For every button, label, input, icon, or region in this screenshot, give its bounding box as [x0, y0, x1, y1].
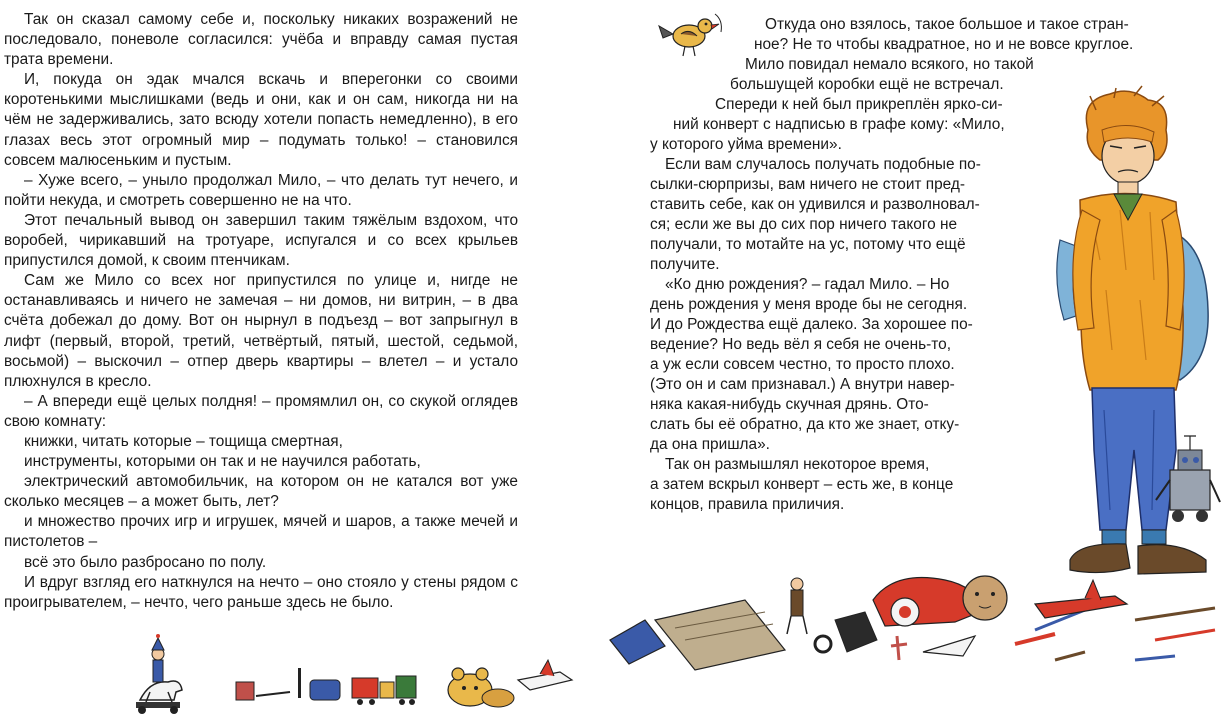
text-line: ведение? Но ведь вёл я себя не очень-то,: [650, 336, 951, 353]
paragraph: Этот печальный вывод он завершил таким тяжёлым вздохом, что воробей, чирикавший на тротуаре, испугался и со всех крыльев припустился домой, к своим птенчикам.: [4, 211, 518, 270]
toy-soldier-icon: [787, 578, 807, 634]
right-page: [615, 0, 1230, 728]
list-item: всё это было разбросано по полу.: [24, 553, 267, 571]
text-line: концов, правила приличия.: [650, 496, 845, 513]
toy-phone-icon: [310, 680, 340, 700]
text-line: день рождения у меня вроде бы не сегодня.: [650, 296, 968, 313]
paragraph: И, покуда он эдак мчался вскачь и вперегонки со своими коротенькими мыслишками (ведь и они, как и он сам, никогда ни на чём не задерживались, зато всюду хотели попасть немедленно), в его глазах весь этот огромный мир – подумать только! – становился совсем малюсеньким и пустым.: [4, 71, 518, 169]
doll-head-icon: [963, 576, 1007, 620]
left-text-column: [4, 10, 518, 613]
paper-plane-icon: [923, 636, 975, 656]
text-line: няка какая-нибудь скучная дрянь. Ото-: [650, 396, 929, 413]
text-line: получите.: [650, 256, 720, 273]
teddy-bear-icon: [448, 668, 514, 707]
paragraph: – Хуже всего, – уныло продолжал Мило, – что делать тут нечего, и пойти некуда, и смотреть совершенно не на что.: [4, 171, 518, 209]
text-line: (Это он и сам признавал.) А внутри навер-: [650, 376, 955, 393]
text-line: большущей коробки ещё не встречал.: [730, 76, 1004, 93]
text-line: Откуда оно взялось, такое большое и такое стран-: [765, 16, 1129, 33]
text-line: ставить себе, как он удивился и разволновал-: [650, 196, 980, 213]
toy-airplane-icon: [1035, 596, 1127, 618]
paragraph: Так он сказал самому себе и, поскольку никаких возражений не последовало, поневоле согласился: учёба и вправду самая пустая трата времени.: [4, 11, 518, 69]
scattered-toys-right: [615, 560, 1230, 720]
text-line: Мило повидал немало всякого, но такой: [745, 56, 1034, 73]
open-box-icon: [655, 600, 785, 670]
text-line: у которого уйма времени».: [650, 136, 842, 153]
text-line: да она пришла».: [650, 436, 770, 453]
list-item: книжки, читать которые – тощища смертная,: [24, 432, 343, 450]
list-item: электрический автомобильчик, на котором он не катался вот уже сколько месяцев – а может быть, лет?: [4, 473, 518, 511]
toy-block-icon: [835, 612, 877, 652]
toy-train-icon: [352, 676, 416, 705]
text-line: И до Рождества ещё далеко. За хорошее по-: [650, 316, 973, 333]
toy-book-icon: [610, 620, 665, 664]
text-line: а уж если совсем честно, то просто плохо.: [650, 356, 955, 373]
paragraph: – А впереди ещё целых полдня! – промямлил он, со скукой оглядев свою комнату:: [4, 392, 518, 430]
list-item: и множество прочих игр и игрушек, мячей и шаров, а также мечей и пистолетов –: [4, 513, 518, 551]
list-item: инструменты, которыми он так и не научился работать,: [24, 453, 421, 471]
text-line: «Ко дню рождения? – гадал Мило. – Но: [665, 276, 950, 293]
text-line: Так он размышлял некоторое время,: [665, 456, 930, 473]
toy-robot-icon: [1150, 430, 1225, 530]
text-line: получали, то мотайте на ус, потому что ещё: [650, 236, 966, 253]
scattered-toys-left: [0, 620, 615, 720]
text-line: ное? Не то чтобы квадратное, но и не вовсе круглое.: [754, 36, 1134, 53]
text-line: Если вам случалось получать подобные по-: [665, 156, 981, 173]
rocking-horse-icon: [136, 634, 182, 714]
paragraph: Сам же Мило со всех ног припустился по улице и, нигде не останавливаясь и ничего не замечая – ни домов, ни витрин, – в два счёта добежал до дому. Вот он нырнул в подъезд – вот запрыгнул в лифт (первый, второй, третий, четвёртый, пятый, шестой, седьмой, восьмой) – выскочил – отпер дверь квартиры – влетел – и устало плюхнулся в кресло.: [4, 272, 518, 390]
text-line: ний конверт с надписью в графе кому: «Мило,: [673, 116, 1005, 133]
text-line: сылки-сюрпризы, вам ничего не стоит пред-: [650, 176, 965, 193]
paragraph: И вдруг взгляд его наткнулся на нечто – оно стояло у стены рядом с проигрывателем, – нечто, чего раньше здесь не было.: [4, 573, 518, 611]
text-line: а затем вскрыл конверт – есть же, в конце: [650, 476, 954, 493]
toy-cube-icon: [236, 682, 254, 700]
text-line: Спереди к ней был прикреплён ярко-си-: [715, 96, 1003, 113]
text-line: слать бы её обратно, да кто же знает, отку-: [650, 416, 960, 433]
text-line: ся; если же вы до сих пор ничего такого не: [650, 216, 958, 233]
